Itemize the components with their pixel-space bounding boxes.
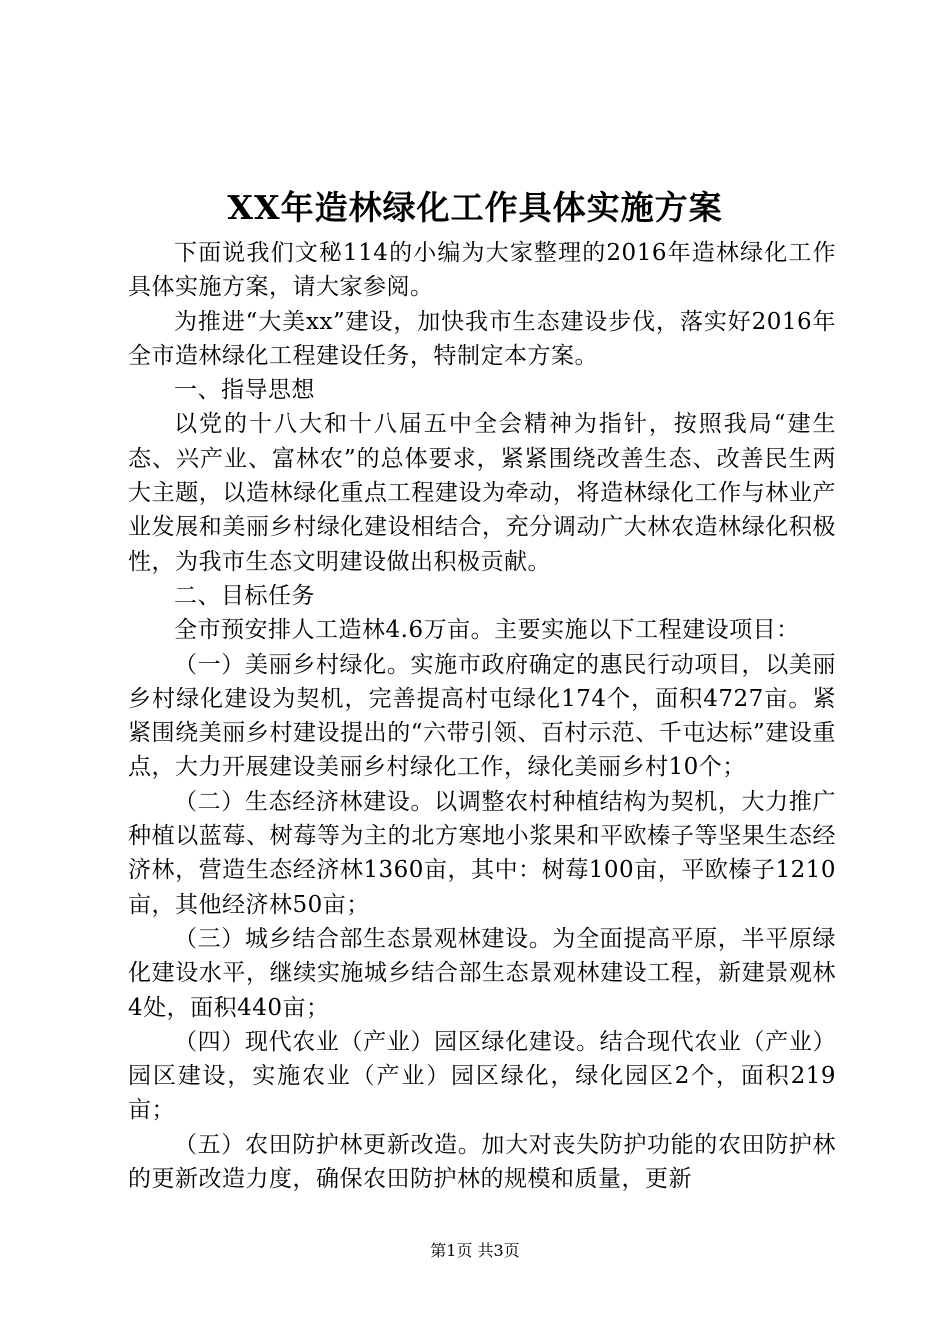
section-heading-goals: 二、目标任务 bbox=[174, 582, 315, 609]
paragraph-goals: 全市预安排人工造林4.6万亩。主要实施以下工程建设项目： bbox=[174, 617, 800, 644]
section-heading-guiding-ideology: 一、指导思想 bbox=[174, 377, 315, 404]
document-body bbox=[128, 236, 836, 1196]
paragraph-item-5: （五）农田防护林更新改造。加大对丧失防护功能的农田防护林的更新改造力度，确保农田防护林的规模和质量，更新 bbox=[128, 1131, 836, 1193]
paragraph-item-3: （三）城乡结合部生态景观林建设。为全面提高平原，半平原绿化建设水平，继续实施城乡结合部生态景观林建设工程，新建景观林4处，面积440亩； bbox=[128, 925, 836, 1021]
paragraph-guiding-ideology: 以党的十八大和十八届五中全会精神为指针，按照我局“建生态、兴产业、富林农”的总体要求，紧紧围绕改善生态、改善民生两大主题，以造林绿化重点工程建设为牵动，将造林绿化工作与林业产业发展和美丽乡村绿化建设相结合，充分调动广大林农造林绿化积极性，为我市生态文明建设做出积极贡献。 bbox=[128, 411, 836, 575]
paragraph-intro: 下面说我们文秘114的小编为大家整理的2016年造林绿化工作具体实施方案，请大家参阅。 bbox=[128, 240, 836, 301]
paragraph-item-4: （四）现代农业（产业）园区绿化建设。结合现代农业（产业）园区建设，实施农业（产业）园区绿化，绿化园区2个，面积219亩； bbox=[128, 1028, 836, 1124]
paragraph-item-2: （二）生态经济林建设。以调整农村种植结构为契机，大力推广种植以蓝莓、树莓等为主的北方寒地小浆果和平欧榛子等坚果生态经济林，营造生态经济林1360亩，其中：树莓100亩，平欧榛子1210亩，其他经济林50亩； bbox=[128, 788, 836, 918]
page-number-footer: 第1页 共3页 bbox=[430, 1241, 520, 1260]
paragraph-purpose: 为推进“大美xx”建设，加快我市生态建设步伐，落实好2016年全市造林绿化工程建设任务，特制定本方案。 bbox=[128, 308, 836, 369]
paragraph-item-1: （一）美丽乡村绿化。实施市政府确定的惠民行动项目，以美丽乡村绿化建设为契机，完善提高村屯绿化174个，面积4727亩。紧紧围绕美丽乡村建设提出的“六带引领、百村示范、千屯达标”建设重点，大力开展建设美丽乡村绿化工作，绿化美丽乡村10个； bbox=[128, 651, 836, 781]
document-title: XX年造林绿化工作具体实施方案 bbox=[227, 188, 723, 227]
